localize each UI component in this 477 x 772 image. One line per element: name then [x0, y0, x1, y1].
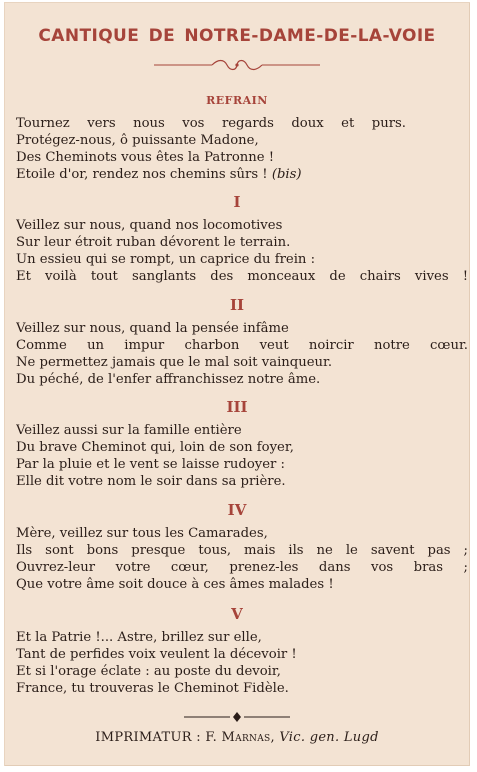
- stanza: [16, 525, 468, 593]
- stanza-line: Ouvrez-leur votre cœur, prenez-les dans vos bras ;: [16, 560, 468, 575]
- imprimatur-name: Marnas,: [221, 730, 275, 745]
- stanza-line: Veillez sur nous, quand la pensée infâme: [16, 321, 289, 336]
- refrain-heading: REFRAIN: [206, 94, 268, 107]
- stanza-line: Du brave Cheminot qui, loin de son foyer,: [16, 440, 294, 455]
- stanza-line: Par la pluie et le vent se laisse rudoyer :: [16, 457, 285, 472]
- stanza-numeral: II: [229, 296, 245, 314]
- stanza-line: Comme un impur charbon veut noircir notre cœur.: [16, 338, 468, 353]
- stanza-line: Et voilà tout sanglants des monceaux de chairs vives !: [16, 269, 468, 284]
- imprimatur-title: Vic. gen. Lugd: [279, 730, 379, 745]
- stanza-numeral: I: [233, 193, 241, 211]
- stanza-numeral: III: [226, 398, 248, 416]
- page-margin: [470, 0, 477, 772]
- stanza-line: Des Cheminots vous êtes la Patronne !: [16, 150, 275, 165]
- stanza-line: Veillez aussi sur la famille entière: [16, 423, 242, 438]
- bis-marker: (bis): [271, 167, 302, 182]
- stanza-line: Et si l'orage éclate : au poste du devoir,: [16, 664, 281, 679]
- imprimatur-line: [4, 730, 470, 745]
- stanza-line: Mère, veillez sur tous les Camarades,: [16, 526, 268, 541]
- stanza-line: [16, 166, 468, 183]
- refrain-stanza: [16, 115, 468, 183]
- stanza-numeral: IV: [227, 501, 247, 519]
- stanza-line: Ils sont bons presque tous, mais ils ne le savent pas ;: [16, 543, 468, 558]
- stanza-line: France, tu trouveras le Cheminot Fidèle.: [16, 681, 289, 696]
- stanza: [16, 217, 468, 285]
- stanza-line: Veillez sur nous, quand nos locomotives: [16, 218, 283, 233]
- stanza-line: Du péché, de l'enfer affranchissez notre âme.: [16, 372, 321, 387]
- stanza-line: Un essieu qui se rompt, un caprice du frein :: [16, 252, 316, 267]
- stanza-line: Tournez vers nous vos regards doux et purs.: [16, 116, 406, 131]
- stanza: [16, 320, 468, 388]
- stanza-line: Elle dit votre nom le soir dans sa prière.: [16, 474, 286, 489]
- stanza-line: Que votre âme soit douce à ces âmes malades !: [16, 577, 334, 592]
- stanza: [16, 629, 468, 697]
- footer-ornament: [4, 708, 470, 727]
- stanza-line: Tant de perfides voix veulent la décevoir !: [16, 647, 297, 662]
- title-ornament: [4, 57, 470, 76]
- stanza-line: Protégez-nous, ô puissante Madone,: [16, 133, 259, 148]
- stanza-line: Ne permettez jamais que le mal soit vainqueur.: [16, 355, 333, 370]
- refrain-last-line: Etoile d'or, rendez nos chemins sûrs !: [16, 167, 268, 182]
- stanza-line: Et la Patrie !... Astre, brillez sur elle,: [16, 630, 262, 645]
- stanza-line: Sur leur étroit ruban dévorent le terrain.: [16, 235, 291, 250]
- imprimatur-label: IMPRIMATUR : F.: [95, 730, 218, 745]
- page-title: CANTIQUE DE NOTRE-DAME-DE-LA-VOIE: [38, 26, 436, 46]
- stanza: [16, 422, 468, 490]
- stanza-numeral: V: [231, 605, 243, 623]
- prayer-card: [4, 2, 470, 766]
